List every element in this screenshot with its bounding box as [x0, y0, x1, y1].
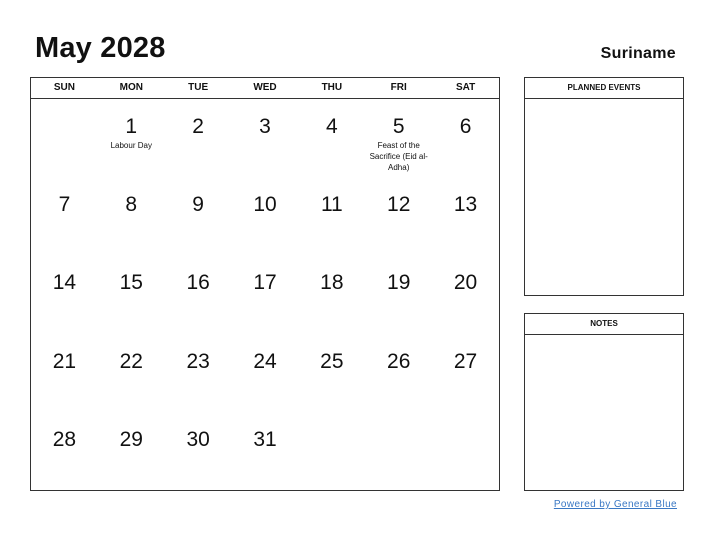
day-number: 21: [52, 349, 77, 373]
day-number: 3: [259, 115, 271, 138]
day-number: 24: [253, 349, 277, 373]
weekday-wed: WED: [253, 82, 277, 93]
day-cell: [298, 99, 365, 177]
weekday-sat: SAT: [455, 82, 476, 93]
day-number: 9: [192, 193, 204, 217]
day-number: 4: [326, 115, 338, 138]
planned-events-heading: PLANNED EVENTS: [525, 78, 683, 99]
weekday-thu: THU: [321, 82, 343, 93]
day-cell: [98, 334, 165, 412]
day-cell: [31, 334, 98, 412]
day-cell: [165, 412, 232, 490]
day-cell: [298, 412, 365, 490]
day-cell: [165, 334, 232, 412]
day-cell: [432, 334, 499, 412]
day-number: 30: [186, 427, 210, 451]
day-number: 17: [253, 271, 277, 295]
day-number: 1: [125, 115, 138, 138]
day-cell: [365, 334, 432, 412]
day-cell: [432, 177, 499, 255]
powered-by-link[interactable]: Powered by General Blue: [553, 499, 677, 510]
day-cell: [232, 177, 299, 255]
planned-events-panel: [524, 77, 684, 296]
day-cell: [365, 412, 432, 490]
day-number: 16: [186, 271, 210, 295]
day-cell: [31, 177, 98, 255]
weekday-tue: TUE: [188, 82, 209, 93]
day-number: 18: [320, 271, 344, 295]
day-cell: [232, 255, 299, 333]
notes-panel: [524, 313, 684, 491]
country-label: Suriname: [600, 45, 676, 62]
day-cell: [232, 412, 299, 490]
weekday-sun: SUN: [53, 82, 75, 93]
weekday-mon: MON: [119, 82, 143, 93]
day-number: 6: [459, 115, 472, 138]
calendar-grid: [30, 77, 500, 491]
weekday-fri: FRI: [390, 82, 407, 93]
day-number: 7: [58, 193, 71, 217]
day-cell: [31, 255, 98, 333]
day-cell: [432, 99, 499, 177]
day-cell: [165, 177, 232, 255]
day-cell: [98, 412, 165, 490]
day-number: 22: [119, 349, 143, 373]
day-cell: [298, 177, 365, 255]
day-number: 2: [192, 115, 204, 138]
day-cell: [232, 99, 299, 177]
day-number: 13: [453, 193, 478, 217]
day-cell: [365, 99, 432, 177]
day-cell: [365, 177, 432, 255]
day-number: 12: [387, 193, 411, 217]
notes-heading: NOTES: [525, 314, 683, 335]
day-number: 27: [453, 349, 478, 373]
day-cell: [365, 255, 432, 333]
calendar-weeks: [31, 99, 499, 490]
page-title: May 2028: [35, 32, 166, 64]
day-number: 8: [125, 193, 138, 217]
day-cell: [98, 255, 165, 333]
day-number: 14: [52, 271, 77, 295]
day-cell: [298, 334, 365, 412]
day-number: 20: [453, 271, 478, 295]
day-number: 25: [320, 349, 344, 373]
day-cell: [165, 255, 232, 333]
day-cell: [432, 255, 499, 333]
day-number: 28: [52, 427, 77, 451]
day-cell: [432, 412, 499, 490]
day-number: 23: [186, 349, 210, 373]
day-number: 26: [387, 349, 411, 373]
holiday-label: Labour Day: [110, 141, 152, 150]
weekday-header-row: [31, 78, 499, 99]
day-cell: [98, 177, 165, 255]
day-cell: [98, 99, 165, 177]
day-cell: [31, 99, 98, 177]
day-cell: [232, 334, 299, 412]
day-number: 10: [253, 193, 277, 217]
day-cell: [165, 99, 232, 177]
day-number: 29: [119, 427, 143, 451]
day-cell: [298, 255, 365, 333]
day-number: 31: [253, 427, 277, 451]
day-number: 15: [119, 271, 143, 295]
day-number: 19: [387, 271, 411, 295]
holiday-label: Feast of the Sacrifice (Eid al-Adha): [369, 141, 428, 172]
day-number: 11: [320, 193, 343, 217]
day-cell: [31, 412, 98, 490]
day-number: 5: [392, 115, 405, 138]
